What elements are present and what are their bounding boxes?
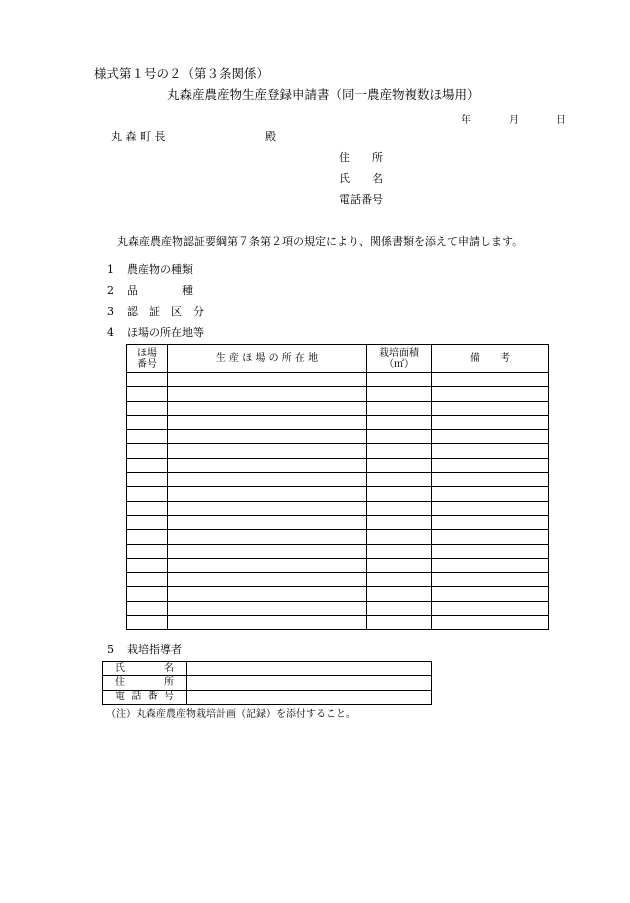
farm-table-row	[127, 473, 549, 487]
remarks-cell[interactable]	[432, 601, 549, 615]
item-4-label: ほ場の所在地等	[127, 326, 204, 339]
remarks-cell[interactable]	[432, 415, 549, 429]
cultivation-area-cell[interactable]	[367, 501, 432, 515]
farm-table-header	[127, 345, 549, 373]
farm-table-row	[127, 387, 549, 401]
field-number-cell[interactable]	[127, 544, 168, 558]
field-location-cell[interactable]	[168, 501, 367, 515]
farm-table-row	[127, 515, 549, 529]
field-location-cell[interactable]	[168, 601, 367, 615]
farm-table-row	[127, 573, 549, 587]
section5-label: 栽培指導者	[127, 643, 182, 656]
field-number-cell[interactable]	[127, 515, 168, 529]
cultivation-area-cell[interactable]	[367, 544, 432, 558]
date-month-label: 月	[509, 115, 519, 126]
remarks-cell[interactable]	[432, 558, 549, 572]
cultivation-area-cell[interactable]	[367, 573, 432, 587]
remarks-cell[interactable]	[432, 573, 549, 587]
form-title: 丸森産農産物生産登録申請書（同一農産物複数ほ場用）	[167, 87, 480, 102]
field-location-cell[interactable]	[168, 587, 367, 601]
field-location-cell[interactable]	[168, 401, 367, 415]
field-number-cell[interactable]	[127, 601, 168, 615]
remarks-cell[interactable]	[432, 473, 549, 487]
date-day-label: 日	[556, 115, 566, 126]
cultivation-area-cell[interactable]	[367, 616, 432, 630]
farm-table-row	[127, 501, 549, 515]
cultivation-area-cell[interactable]	[367, 401, 432, 415]
section5-number: 5	[107, 643, 114, 656]
farm-table-row	[127, 544, 549, 558]
field-location-cell[interactable]	[168, 573, 367, 587]
statement: 丸森産農産物認証要綱第７条第２項の規定により、関係書類を添えて申請します。	[117, 235, 524, 248]
item-2-label: 品 種	[127, 284, 193, 297]
item-3-label: 認 証 区 分	[127, 305, 204, 318]
item-1-number: 1	[107, 263, 114, 276]
attachment-note: （注）丸森産農産物栽培計画（記録）を添付すること。	[106, 709, 356, 720]
remarks-cell[interactable]	[432, 373, 549, 387]
field-number-cell[interactable]	[127, 616, 168, 630]
remarks-cell[interactable]	[432, 401, 549, 415]
cultivation-area-cell[interactable]	[367, 515, 432, 529]
field-number-cell[interactable]	[127, 373, 168, 387]
cultivation-area-cell[interactable]	[367, 601, 432, 615]
field-location-cell[interactable]	[168, 515, 367, 529]
field-number-cell[interactable]	[127, 487, 168, 501]
header-cultivation-area: 栽培面積 （㎡）	[367, 345, 432, 373]
farm-table-row	[127, 401, 549, 415]
cultivation-area-cell[interactable]	[367, 458, 432, 472]
honorific: 殿	[265, 130, 276, 143]
farm-table-row	[127, 530, 549, 544]
remarks-cell[interactable]	[432, 501, 549, 515]
header-remarks: 備 考	[432, 345, 549, 373]
cultivation-area-cell[interactable]	[367, 387, 432, 401]
remarks-cell[interactable]	[432, 458, 549, 472]
farm-table-row	[127, 487, 549, 501]
farm-table-row	[127, 616, 549, 630]
advisor-address-label: 住 所	[103, 676, 187, 690]
remarks-cell[interactable]	[432, 544, 549, 558]
cultivation-area-cell[interactable]	[367, 530, 432, 544]
applicant-name-label: 氏 名	[339, 172, 383, 185]
farm-table-row	[127, 587, 549, 601]
item-1-label: 農産物の種類	[127, 263, 193, 276]
cultivation-area-cell[interactable]	[367, 587, 432, 601]
field-location-cell[interactable]	[168, 444, 367, 458]
field-location-cell[interactable]	[168, 558, 367, 572]
cultivation-advisor-table	[102, 661, 432, 705]
field-number-cell[interactable]	[127, 530, 168, 544]
field-number-cell[interactable]	[127, 430, 168, 444]
remarks-cell[interactable]	[432, 387, 549, 401]
field-location-cell[interactable]	[168, 387, 367, 401]
field-location-cell[interactable]	[168, 544, 367, 558]
farm-table-row	[127, 430, 549, 444]
field-number-cell[interactable]	[127, 387, 168, 401]
advisor-address-value[interactable]	[187, 676, 432, 690]
field-number-cell[interactable]	[127, 415, 168, 429]
remarks-cell[interactable]	[432, 444, 549, 458]
advisor-phone-value[interactable]	[187, 690, 432, 704]
advisor-name-value[interactable]	[187, 662, 432, 676]
remarks-cell[interactable]	[432, 430, 549, 444]
remarks-cell[interactable]	[432, 487, 549, 501]
field-number-cell[interactable]	[127, 444, 168, 458]
field-number-cell[interactable]	[127, 473, 168, 487]
item-4-number: 4	[107, 326, 114, 339]
item-2-number: 2	[107, 284, 114, 297]
field-number-cell[interactable]	[127, 558, 168, 572]
remarks-cell[interactable]	[432, 587, 549, 601]
applicant-address-label: 住 所	[339, 151, 383, 164]
cultivation-area-cell[interactable]	[367, 415, 432, 429]
field-number-cell[interactable]	[127, 573, 168, 587]
cultivation-area-cell[interactable]	[367, 558, 432, 572]
field-location-cell[interactable]	[168, 473, 367, 487]
remarks-cell[interactable]	[432, 616, 549, 630]
advisor-phone-label: 電 話 番 号	[103, 690, 187, 704]
farm-table-row	[127, 458, 549, 472]
addressee: 丸 森 町 長	[111, 130, 166, 143]
header-field-location: 生 産 ほ 場 の 所 在 地	[168, 345, 367, 373]
date-year-label: 年	[461, 115, 471, 126]
field-number-cell[interactable]	[127, 458, 168, 472]
advisor-address-row	[103, 676, 432, 690]
form-number: 様式第１号の２（第３条関係）	[94, 66, 270, 81]
remarks-cell[interactable]	[432, 530, 549, 544]
farm-location-table	[126, 344, 549, 630]
cultivation-area-cell[interactable]	[367, 444, 432, 458]
cultivation-area-cell[interactable]	[367, 487, 432, 501]
advisor-name-label: 氏 名	[103, 662, 187, 676]
header-field-number: ほ場 番号	[127, 345, 168, 373]
cultivation-area-cell[interactable]	[367, 373, 432, 387]
farm-table-row	[127, 444, 549, 458]
field-location-cell[interactable]	[168, 373, 367, 387]
cultivation-area-cell[interactable]	[367, 430, 432, 444]
remarks-cell[interactable]	[432, 515, 549, 529]
farm-table-row	[127, 601, 549, 615]
field-number-cell[interactable]	[127, 501, 168, 515]
cultivation-area-cell[interactable]	[367, 473, 432, 487]
farm-table-row	[127, 558, 549, 572]
advisor-name-row	[103, 662, 432, 676]
field-location-cell[interactable]	[168, 415, 367, 429]
field-location-cell[interactable]	[168, 530, 367, 544]
farm-table-row	[127, 373, 549, 387]
advisor-phone-row	[103, 690, 432, 704]
field-location-cell[interactable]	[168, 487, 367, 501]
field-location-cell[interactable]	[168, 430, 367, 444]
field-number-cell[interactable]	[127, 587, 168, 601]
applicant-phone-label: 電話番号	[339, 193, 383, 206]
farm-table-row	[127, 415, 549, 429]
item-3-number: 3	[107, 305, 114, 318]
field-location-cell[interactable]	[168, 616, 367, 630]
field-location-cell[interactable]	[168, 458, 367, 472]
field-number-cell[interactable]	[127, 401, 168, 415]
